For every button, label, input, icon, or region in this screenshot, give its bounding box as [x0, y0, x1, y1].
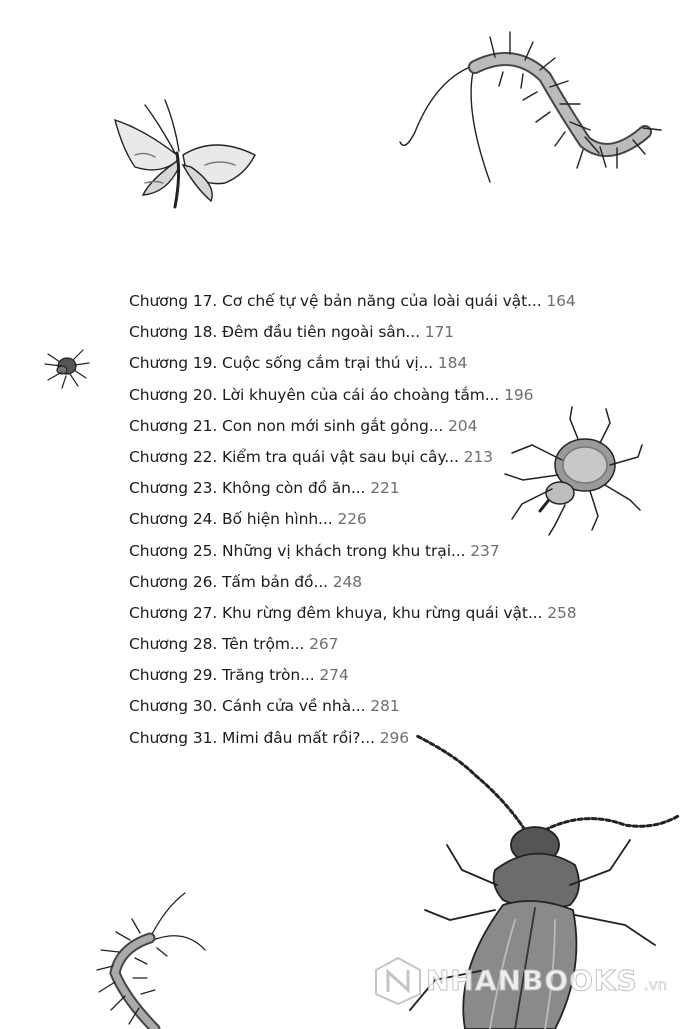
toc-entry: [129, 629, 576, 660]
toc-entry-page: 296: [379, 728, 410, 747]
toc-entry-page: 196: [504, 385, 534, 404]
toc-entry-page: 221: [370, 479, 400, 498]
toc-entry-page: 226: [337, 510, 367, 529]
toc-entry-title: Chương 18. Đêm đầu tiên ngoài sân...: [129, 323, 420, 342]
toc-entry-title: Chương 30. Cánh cửa về nhà...: [129, 697, 366, 716]
toc-entry-page: 171: [424, 323, 455, 342]
toc-entry: [129, 380, 576, 411]
watermark: [372, 950, 692, 1010]
toc-entry: [129, 723, 576, 754]
toc-entry-title: Chương 26. Tấm bản đồ...: [129, 572, 328, 591]
watermark-suffix: .vn: [644, 976, 668, 994]
toc-entry-title: Chương 22. Kiểm tra quái vật sau bụi cây...: [129, 447, 459, 466]
toc-entry: [129, 691, 576, 722]
toc-entry-page: 237: [470, 541, 500, 560]
book-logo-icon: [372, 954, 424, 1006]
toc-entry-page: 258: [547, 603, 577, 622]
toc-entry-title: Chương 25. Những vị khách trong khu trại...: [129, 541, 466, 560]
spider-illustration: [40, 340, 92, 392]
centipede-illustration: [395, 22, 670, 192]
toc-entry-page: 281: [370, 697, 400, 716]
toc-entry: [129, 536, 576, 567]
toc-entry-page: 213: [463, 447, 493, 466]
toc-entry: [129, 317, 576, 348]
toc-entry: [129, 286, 576, 317]
toc-entry-title: Chương 31. Mimi đâu mất rồi?...: [129, 728, 375, 747]
toc-entry-title: Chương 23. Không còn đồ ăn...: [129, 479, 366, 498]
toc-entry-title: Chương 21. Con non mới sinh gắt gỏng...: [129, 416, 444, 435]
toc-entry: [129, 411, 576, 442]
toc-entry: [129, 442, 576, 473]
moth-illustration: [105, 95, 270, 215]
centipede-small-illustration: [95, 888, 225, 1029]
toc-entry: [129, 660, 576, 691]
toc-entry: [129, 504, 576, 535]
toc-entry-title: Chương 17. Cơ chế tự vệ bản năng của loài quái vật...: [129, 292, 542, 310]
toc-entry-page: 164: [546, 292, 576, 310]
toc-entry-page: 267: [309, 635, 339, 654]
toc-entry: [129, 348, 576, 379]
toc-entry-page: 184: [437, 354, 468, 373]
toc-entry-page: 274: [319, 666, 349, 685]
toc-entry-title: Chương 24. Bố hiện hình...: [129, 510, 333, 529]
toc-entry-title: Chương 28. Tên trộm...: [129, 635, 305, 654]
toc-entry: [129, 598, 576, 629]
toc-entry-page: 248: [332, 572, 363, 591]
toc-entry: [129, 567, 576, 598]
watermark-text: NHANBOOKS: [426, 964, 638, 997]
toc-entry-title: Chương 27. Khu rừng đêm khuya, khu rừng quái vật...: [129, 603, 543, 622]
toc-entry-title: Chương 29. Trăng tròn...: [129, 666, 315, 685]
toc-entry-page: 204: [448, 416, 478, 435]
toc-entry: [129, 473, 576, 504]
toc-entry-title: Chương 19. Cuộc sống cắm trại thú vị...: [129, 354, 434, 373]
table-of-contents: [129, 286, 576, 754]
toc-entry-title: Chương 20. Lời khuyên của cái áo choàng tắm...: [129, 385, 500, 404]
